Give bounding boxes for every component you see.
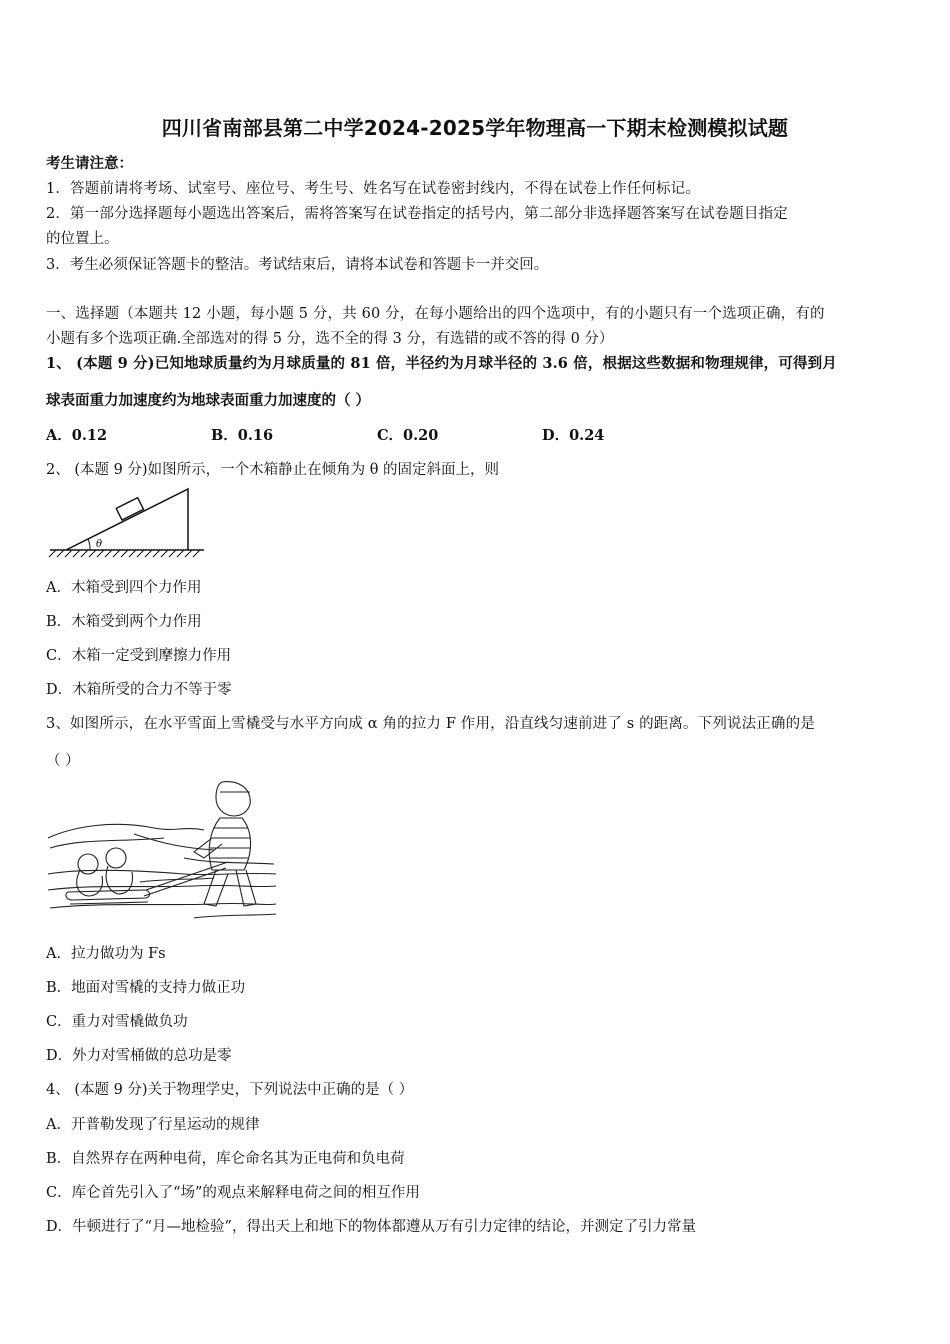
question-3-stem: 3、如图所示，在水平雪面上雪橇受与水平方向成 α 角的拉力 F 作用，沿直线匀速前进了 s 的距离。下列说法正确的是 [46,716,815,732]
sled-figure [44,778,280,924]
question-4-stem: 4、 (本题 9 分)关于物理学史，下列说法中正确的是（ ） [46,1082,414,1098]
option-c: C．库仑首先引入了“场”的观点来解释电荷之间的相互作用 [46,1185,420,1201]
question-1-options [46,424,746,444]
option-b: B．地面对雪橇的支持力做正功 [46,980,246,996]
theta-label: θ [96,539,103,550]
option-d: D．牛顿进行了“月—地检验”，得出天上和地下的物体都遵从万有引力定律的结论，并测定了引力常量 [46,1219,696,1235]
question-3-stem-cont: （ ） [46,753,80,769]
page-title: 四川省南部县第二中学2024-2025学年物理高一下期末检测模拟试题 [161,116,789,140]
option-b: B．木箱受到两个力作用 [46,614,202,630]
option-a: A．开普勒发现了行星运动的规律 [46,1117,260,1133]
question-2-stem: 2、 (本题 9 分)如图所示，一个木箱静止在倾角为 θ 的固定斜面上，则 [46,462,500,478]
option-d: D．外力对雪桶做的总功是零 [46,1048,232,1064]
option-c: C．重力对雪橇做负功 [46,1014,188,1030]
section-heading: 一、选择题（本题共 12 小题，每小题 5 分，共 60 分，在每小题给出的四个选项中，有的小题只有一个选项正确，有的 [46,306,825,322]
option-d: D．0.24 [542,427,605,444]
question-1-stem-cont: 球表面重力加速度约为地球表面重力加速度的（ ） [46,392,371,409]
option-c: C．0.20 [377,427,439,444]
section-heading-cont: 小题有多个选项正确.全部选对的得 5 分，选不全的得 3 分，有选错的或不答的得 0 分） [46,331,614,347]
option-b: B．自然界存在两种电荷，库仑命名其为正电荷和负电荷 [46,1151,405,1167]
option-b: B．0.16 [211,427,274,444]
notice-item: 的位置上。 [46,231,119,247]
notice-item: 3．考生必须保证答题卡的整洁。考试结束后，请将本试卷和答题卡一并交回。 [46,257,549,273]
notice-item: 2．第一部分选择题每小题选出答案后，需将答案写在试卷指定的括号内，第二部分非选择题答案写在试卷题目指定 [46,206,788,222]
option-a: A．拉力做功为 Fs [46,946,166,962]
wooden-box [116,498,143,520]
option-d: D．木箱所受的合力不等于零 [46,682,232,698]
option-c: C．木箱一定受到摩擦力作用 [46,648,232,664]
option-a: A．木箱受到四个力作用 [46,580,202,596]
incline-figure [44,486,209,562]
notice-item: 1．答题前请将考场、试室号、座位号、考生号、姓名写在试卷密封线内，不得在试卷上作任何标记。 [46,181,700,197]
notice-heading: 考生请注意： [46,155,133,172]
option-a: A．0.12 [46,427,108,444]
question-1-stem: 1、 (本题 9 分)已知地球质量约为月球质量的 81 倍，半径约为月球半径的 3.6 倍，根据这些数据和物理规律，可得到月 [46,355,837,372]
